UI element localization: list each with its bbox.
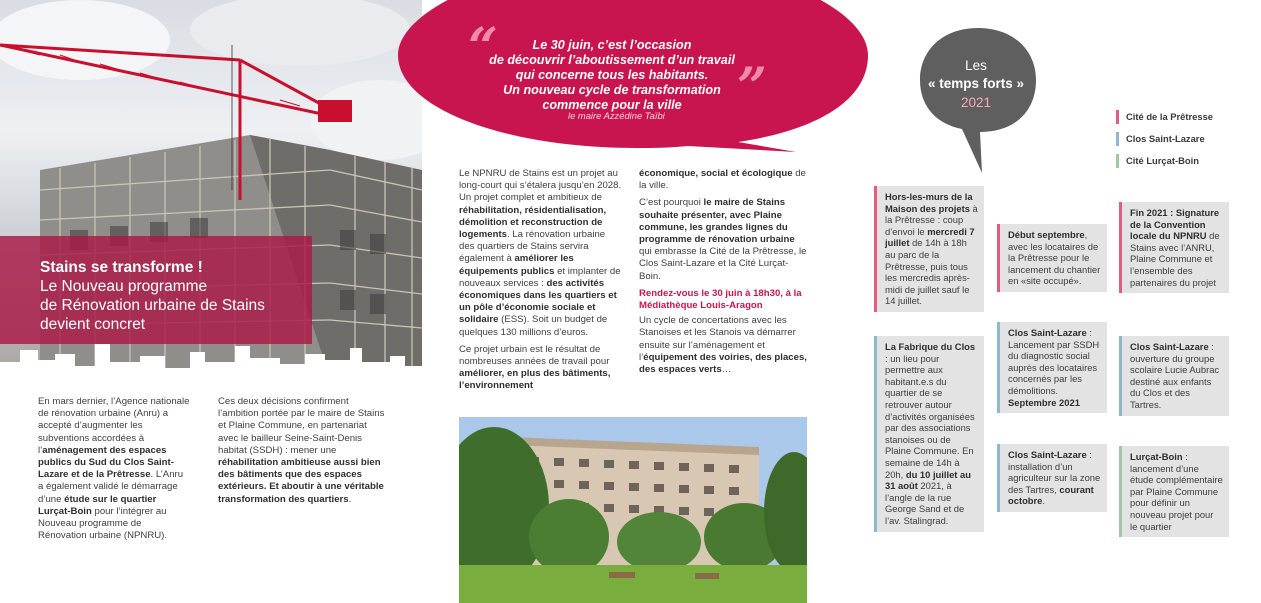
intro-column-2: Ces deux décisions confirment l’ambition portée par le maire de Stains et Plaine Commune, en partenariat avec le bailleur Seine-Saint-Denis habitat (SSDH) : mener une réhabilitation ambitieuse aussi bien des bâtiments que des espaces extérieurs. Et aboutir à une véritable transformation des quartiers. [218, 396, 385, 505]
quote-open-mark: “ [468, 17, 498, 78]
event-card-convention-npnru: Fin 2021 : Signature de la Convention locale du NPNRU de Stains avec l’ANRU, Plaine Commune et l’ensemble des partenaires du projet [1119, 202, 1229, 293]
event-card-groupe-scolaire: Clos Saint-Lazare : ouverture du groupe scolaire Lucie Aubrac destiné aux enfants du Clos et des Tartres. [1119, 336, 1229, 416]
temps-forts-line-1: Les [965, 58, 987, 73]
rendezvous-text: Rendez-vous le 30 juin à 18h30, à la Médiathèque Louis-Aragon [639, 287, 802, 312]
event-card-lurcat-boin: Lurçat-Boin : lancement d’une étude complémentaire par Plaine Commune pour définir un nouveau projet pour le quartier [1119, 446, 1229, 537]
quote-author: le maire Azzédine Taïbi [568, 110, 665, 121]
legend-pretresse: Cité de la Prêtresse [1116, 110, 1213, 124]
headline-line-2: de Rénovation urbaine de Stains [40, 297, 265, 314]
event-card-debut-septembre: Début septembre, avec les locataires de la Prêtresse pour le lancement du chantier en «site occupé». [997, 224, 1107, 292]
headline-line-3: devient concret [40, 316, 146, 333]
event-card-fabrique-du-clos: La Fabrique du Clos : un lieu pour permettre aux habitant.e.s du quartier de se retrouver autour d’activités organisées par des associations stanoises ou de Plaine Commune. En semaine de 14h à 20h, du 10 juillet au 31 août 2021, à l’angle de la rue George Sand et de l’av. Stalingrad. [874, 336, 984, 532]
headline-title: Stains se transforme ! [40, 259, 203, 276]
quote-text: Le 30 juin, c’est l’occasion de découvrir l’aboutissement d’un travail qui concerne tous les habitants. Un nouveau cycle de transformation commence pour la ville [489, 38, 735, 112]
event-card-hors-les-murs: Hors-les-murs de la Maison des projets à la Prêtresse : coup d’envoi le mercredi 7 juillet de 14h à 18h au parc de la Prêtresse, puis tous les mercredis après-midi de juillet sauf le 14 juillet. [874, 186, 984, 312]
residential-building-photo [459, 417, 807, 603]
quote-close-mark: ” [737, 57, 767, 118]
body-column-3: Le NPNRU de Stains est un projet au long-court qui s’étalera jusqu’en 2028. Un projet complet et ambitieux de réhabilitation, résidentialisation, démolition et reconstruction de logements. La rénovation urbaine des quartiers de Stains servira également à améliorer les équipements publics et implanter de nouveaux services : des activités économiques dans les quartiers et un pôle d’économie sociale et solidaire (ESS). Soit un budget de quelques 130 millions d’euros. Ce projet urbain est le résultat de nombreuses années de travail pour améliorer, en plus des bâtiments, l’environnement [459, 168, 622, 392]
body-column-4: économique, social et écologique de la ville. C’est pourquoi le maire de Stains souhaite présenter, avec Plaine commune, les grandes lignes du programme de rénovation urbaine qui embrasse la Cité de la Prêtresse, le Clos Saint-Lazare et la Cité Lurçat-Boin. Rendez-vous le 30 juin à 18h30, à la Médiathèque Louis-Aragon Un cycle de concertations avec les Stanoises et les Stanois va démarrer ensuite sur l’aménagement et l’équipement des voiries, des places, des espaces verts… [639, 168, 807, 376]
legend-lurcat-boin: Cité Lurçat-Boin [1116, 154, 1199, 168]
event-card-diagnostic-social: Clos Saint-Lazare : Lancement par SSDH du diagnostic social auprès des locataires concernés par les démolitions. Septembre 2021 [997, 322, 1107, 413]
temps-forts-year: 2021 [960, 95, 992, 110]
headline-line-1: Le Nouveau programme [40, 278, 208, 295]
intro-column-1: En mars dernier, l’Agence nationale de rénovation urbaine (Anru) a accepté d’augmenter les subventions accordées à l’aménagement des espaces publics du Sud du Clos Saint-Lazare et de la Prêtresse. L’Anru a également validé le démarrage d’une étude sur le quartier Lurçat-Boin pour l’intégrer au Nouveau programme de Rénovation urbaine (NPNRU). [38, 396, 190, 542]
headline-box [0, 236, 312, 344]
city-skyline-silhouette [0, 332, 422, 382]
event-card-agriculteur: Clos Saint-Lazare : installation d’un agriculteur sur la zone des Tartres, courant octobre. [997, 444, 1107, 512]
legend-clos-saint-lazare: Clos Saint-Lazare [1116, 132, 1205, 146]
temps-forts-line-2: « temps forts » [927, 76, 1025, 91]
